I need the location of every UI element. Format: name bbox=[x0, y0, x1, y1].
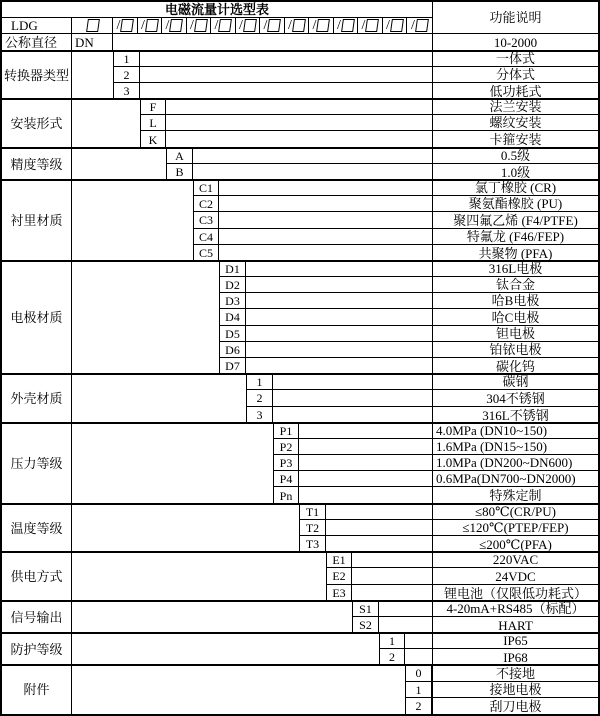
option-function: ≤200℃(PFA) bbox=[432, 536, 598, 552]
slash-glyph: / bbox=[116, 18, 121, 33]
option-spacer bbox=[299, 439, 432, 455]
option-function: 316L不锈钢 bbox=[432, 407, 598, 423]
model-slash-box bbox=[260, 18, 285, 34]
model-slash-box bbox=[236, 18, 260, 34]
option-code: D1 bbox=[219, 261, 246, 277]
option-code: 1 bbox=[246, 374, 273, 390]
option-function: 220VAC bbox=[432, 552, 598, 568]
option-code: D3 bbox=[219, 293, 246, 309]
box-glyph bbox=[219, 19, 233, 32]
option-spacer bbox=[405, 633, 432, 649]
option-function: 螺纹安装 bbox=[432, 115, 598, 131]
box-glyph bbox=[145, 19, 159, 32]
model-slash-box bbox=[187, 18, 211, 34]
option-spacer bbox=[219, 229, 432, 245]
slash-glyph: / bbox=[361, 18, 366, 33]
option-code: 3 bbox=[246, 407, 273, 423]
slash-glyph: / bbox=[263, 18, 268, 33]
option-code: D6 bbox=[219, 342, 246, 358]
option-function: 法兰安装 bbox=[432, 99, 598, 115]
option-function: 碳化钨 bbox=[432, 358, 598, 374]
option-spacer bbox=[273, 374, 432, 390]
option-spacer bbox=[352, 552, 432, 568]
option-code: E1 bbox=[326, 552, 352, 568]
option-code: C1 bbox=[193, 180, 219, 196]
slash-glyph: / bbox=[386, 18, 390, 33]
box-glyph bbox=[86, 19, 100, 32]
option-function: 1.6MPa (DN15~150) bbox=[432, 439, 598, 455]
category-label: 信号输出 bbox=[2, 601, 72, 633]
option-function: 卡箍安装 bbox=[432, 131, 598, 148]
option-spacer bbox=[299, 455, 432, 471]
option-code: 2 bbox=[405, 698, 432, 714]
option-code: D5 bbox=[219, 326, 246, 342]
slash-glyph: / bbox=[165, 18, 170, 33]
option-spacer bbox=[246, 326, 432, 342]
option-spacer bbox=[326, 504, 432, 520]
category-label: 安装形式 bbox=[2, 99, 72, 148]
box-glyph bbox=[194, 19, 208, 32]
model-slash-box bbox=[162, 18, 187, 34]
model-slash-box bbox=[138, 18, 162, 34]
category-label: 电极材质 bbox=[2, 261, 72, 374]
option-function: 刮刀电极 bbox=[432, 698, 598, 714]
category-label: 精度等级 bbox=[2, 148, 72, 180]
option-code: T1 bbox=[299, 504, 326, 520]
option-code: P3 bbox=[273, 455, 299, 471]
option-function: 氯丁橡胶 (CR) bbox=[432, 180, 598, 196]
box-glyph bbox=[366, 19, 380, 32]
option-function: 接地电极 bbox=[432, 682, 598, 698]
option-code: 1 bbox=[113, 51, 140, 67]
category-label: 温度等级 bbox=[2, 504, 72, 552]
option-function: 4.0MPa (DN10~150) bbox=[432, 423, 598, 439]
category-label: 外壳材质 bbox=[2, 374, 72, 423]
slash-glyph: / bbox=[337, 18, 341, 33]
option-code: Pn bbox=[273, 487, 299, 504]
option-function: 锂电池（仅限低功耗式） bbox=[432, 585, 598, 601]
category-label: 衬里材质 bbox=[2, 180, 72, 261]
box-glyph bbox=[415, 19, 429, 32]
option-function: 1.0级 bbox=[432, 164, 598, 180]
model-slash-box bbox=[358, 18, 383, 34]
function-column-header: 功能说明 bbox=[432, 2, 598, 34]
slash-glyph: / bbox=[312, 18, 317, 33]
option-code: B bbox=[166, 164, 193, 180]
option-function: 钽电极 bbox=[432, 326, 598, 342]
option-code: S1 bbox=[352, 601, 379, 617]
dn-function: 10-2000 bbox=[432, 34, 598, 51]
slash-glyph: / bbox=[141, 18, 145, 33]
option-function: 聚四氟乙烯 (F4/PTFE) bbox=[432, 212, 598, 229]
option-code: A bbox=[166, 148, 193, 164]
option-code: L bbox=[140, 115, 166, 131]
option-code: C2 bbox=[193, 196, 219, 212]
option-code: S2 bbox=[352, 617, 379, 633]
option-function: IP68 bbox=[432, 649, 598, 665]
option-code: T3 bbox=[299, 536, 326, 552]
option-code: E3 bbox=[326, 585, 352, 601]
option-code: C5 bbox=[193, 245, 219, 261]
option-function: 0.5级 bbox=[432, 148, 598, 164]
option-function: 1.0MPa (DN200~DN600) bbox=[432, 455, 598, 471]
slash-glyph: / bbox=[411, 18, 415, 33]
option-code: 2 bbox=[379, 649, 405, 665]
option-function: 不接地 bbox=[432, 665, 598, 682]
box-glyph bbox=[268, 19, 282, 32]
option-function: ≤80℃(CR/PU) bbox=[432, 504, 598, 520]
option-spacer bbox=[326, 520, 432, 536]
option-spacer bbox=[219, 212, 432, 229]
model-slash-box bbox=[285, 18, 309, 34]
table-title: 电磁流量计选型表 bbox=[2, 2, 432, 18]
option-spacer bbox=[219, 180, 432, 196]
option-spacer bbox=[246, 261, 432, 277]
option-spacer bbox=[140, 51, 432, 67]
model-slash-box bbox=[309, 18, 334, 34]
model-first-box bbox=[72, 18, 113, 34]
box-glyph bbox=[243, 19, 257, 32]
option-code: D4 bbox=[219, 309, 246, 326]
option-code: E2 bbox=[326, 568, 352, 585]
box-glyph bbox=[170, 19, 184, 32]
option-function: 特殊定制 bbox=[432, 487, 598, 504]
option-spacer bbox=[299, 471, 432, 487]
option-spacer bbox=[273, 390, 432, 407]
box-glyph bbox=[317, 19, 331, 32]
option-code: D2 bbox=[219, 277, 246, 293]
option-function: 特氟龙 (F46/FEP) bbox=[432, 229, 598, 245]
option-function: HART bbox=[432, 617, 598, 633]
model-prefix: LDG bbox=[2, 18, 72, 34]
option-code: D7 bbox=[219, 358, 246, 374]
box-glyph bbox=[292, 19, 306, 32]
option-spacer bbox=[379, 601, 432, 617]
option-spacer bbox=[166, 99, 432, 115]
option-function: 24VDC bbox=[432, 568, 598, 585]
dn-label: 公称直径 bbox=[2, 34, 72, 51]
dn-code: DN bbox=[72, 34, 113, 51]
option-spacer bbox=[246, 277, 432, 293]
option-function: 4-20mA+RS485（标配） bbox=[432, 601, 598, 617]
model-slash-box bbox=[211, 18, 236, 34]
option-code: 1 bbox=[405, 682, 432, 698]
option-code: F bbox=[140, 99, 166, 115]
category-label: 转换器类型 bbox=[2, 51, 72, 99]
option-function: 铂铱电极 bbox=[432, 342, 598, 358]
category-label: 附件 bbox=[2, 665, 72, 714]
option-function: 一体式 bbox=[432, 51, 598, 67]
option-code: C4 bbox=[193, 229, 219, 245]
box-glyph bbox=[341, 19, 355, 32]
slash-glyph: / bbox=[239, 18, 243, 33]
option-spacer bbox=[193, 148, 432, 164]
option-function: IP65 bbox=[432, 633, 598, 649]
slash-glyph: / bbox=[190, 18, 194, 33]
option-spacer bbox=[246, 309, 432, 326]
option-function: 哈C电极 bbox=[432, 309, 598, 326]
option-spacer bbox=[219, 196, 432, 212]
option-function: 钛合金 bbox=[432, 277, 598, 293]
option-code: 2 bbox=[246, 390, 273, 407]
option-code: 0 bbox=[405, 665, 432, 682]
option-spacer bbox=[166, 115, 432, 131]
slash-glyph: / bbox=[288, 18, 292, 33]
option-code: K bbox=[140, 131, 166, 148]
slash-glyph: / bbox=[214, 18, 219, 33]
box-glyph bbox=[121, 19, 135, 32]
option-spacer bbox=[299, 423, 432, 439]
model-slash-box bbox=[407, 18, 432, 34]
model-slash-box bbox=[113, 18, 138, 34]
option-code: P2 bbox=[273, 439, 299, 455]
option-function: 316L电极 bbox=[432, 261, 598, 277]
option-function: 304不锈钢 bbox=[432, 390, 598, 407]
option-code: P1 bbox=[273, 423, 299, 439]
option-spacer bbox=[140, 67, 432, 83]
option-code: T2 bbox=[299, 520, 326, 536]
box-glyph bbox=[390, 19, 404, 32]
category-label: 防护等级 bbox=[2, 633, 72, 665]
option-code: 1 bbox=[379, 633, 405, 649]
category-label: 供电方式 bbox=[2, 552, 72, 601]
model-slash-box bbox=[334, 18, 358, 34]
option-function: 聚氨酯橡胶 (PU) bbox=[432, 196, 598, 212]
option-code: 2 bbox=[113, 67, 140, 83]
category-label: 压力等级 bbox=[2, 423, 72, 504]
option-function: 碳钢 bbox=[432, 374, 598, 390]
option-code: C3 bbox=[193, 212, 219, 229]
option-function: 哈B电极 bbox=[432, 293, 598, 309]
model-slash-box bbox=[383, 18, 407, 34]
option-function: ≤120℃(PTEP/FEP) bbox=[432, 520, 598, 536]
option-code: P4 bbox=[273, 471, 299, 487]
option-function: 共聚物 (PFA) bbox=[432, 245, 598, 261]
option-function: 分体式 bbox=[432, 67, 598, 83]
option-spacer bbox=[246, 293, 432, 309]
option-code: 3 bbox=[113, 83, 140, 99]
option-spacer bbox=[246, 342, 432, 358]
option-function: 0.6MPa(DN700~DN2000) bbox=[432, 471, 598, 487]
option-function: 低功耗式 bbox=[432, 83, 598, 99]
option-spacer bbox=[352, 568, 432, 585]
